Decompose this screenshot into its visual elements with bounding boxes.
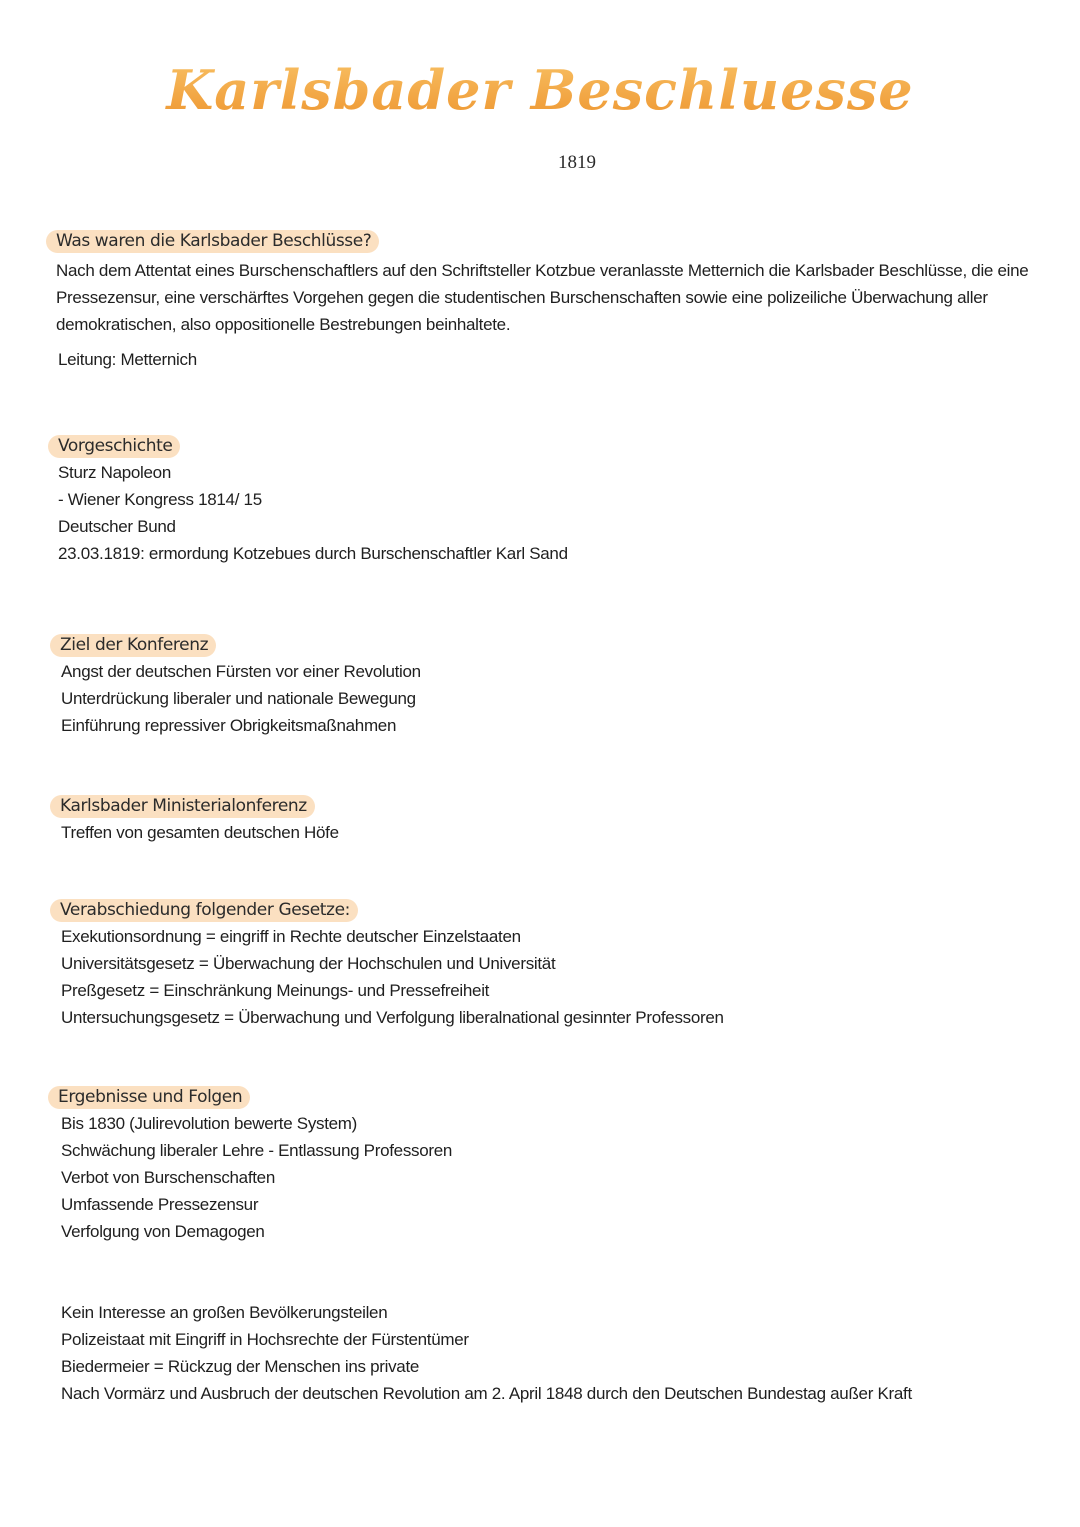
section-body — [61, 1299, 1041, 1407]
section-folgen-continued — [0, 1299, 1080, 1407]
section-body — [61, 923, 1041, 1031]
section-body — [61, 819, 1041, 846]
text-line: Untersuchungsgesetz = Überwachung und Verfolgung liberalnational gesinnter Professoren — [61, 1008, 724, 1027]
text-line: Deutscher Bund — [58, 517, 176, 536]
text-line: Preßgesetz = Einschränkung Meinungs- und Pressefreiheit — [61, 981, 490, 1000]
text-line: Biedermeier = Rückzug der Menschen ins private — [61, 1357, 420, 1376]
text-line: demokratischen, also oppositionelle Bestrebungen beinhaltete. — [56, 315, 511, 334]
text-line: Universitätsgesetz = Überwachung der Hochschulen und Universität — [61, 954, 556, 973]
page-title: Karlsbader Beschluesse — [0, 58, 1080, 122]
section-heading: Verabschiedung folgender Gesetze: — [50, 899, 358, 922]
text-line: Nach Vormärz und Ausbruch der deutschen Revolution am 2. April 1848 durch den Deutschen Bundestag außer Kraft — [61, 1384, 912, 1403]
section-ziel — [0, 634, 1080, 739]
section-heading: Ziel der Konferenz — [50, 634, 216, 657]
section-konferenz — [0, 795, 1080, 846]
text-line: Verbot von Burschenschaften — [61, 1168, 275, 1187]
section-vorgeschichte — [0, 435, 1080, 567]
text-line: 23.03.1819: ermordung Kotzebues durch Burschenschaftler Karl Sand — [58, 544, 568, 563]
year-label: 1819 — [558, 152, 596, 173]
section-ergebnisse — [0, 1086, 1080, 1245]
text-line: Umfassende Pressezensur — [61, 1195, 259, 1214]
section-body — [61, 658, 1041, 739]
text-line: Treffen von gesamten deutschen Höfe — [61, 823, 339, 842]
text-line: Nach dem Attentat eines Burschenschaftlers auf den Schriftsteller Kotzbue veranlasste Metternich die Karlsbader Beschlüsse, die eine — [56, 261, 1029, 280]
text-line: Sturz Napoleon — [58, 463, 171, 482]
section-heading: Ergebnisse und Folgen — [48, 1086, 250, 1109]
section-heading: Was waren die Karlsbader Beschlüsse? — [46, 230, 379, 253]
section-was — [0, 230, 1080, 373]
text-line: Angst der deutschen Fürsten vor einer Revolution — [61, 662, 421, 681]
section-body — [56, 257, 1036, 373]
section-body — [58, 459, 1038, 567]
text-line: Bis 1830 (Julirevolution bewerte System) — [61, 1114, 358, 1133]
text-line: Kein Interesse an großen Bevölkerungsteilen — [61, 1303, 388, 1322]
text-line: Unterdrückung liberaler und nationale Bewegung — [61, 689, 416, 708]
leitung-line: Leitung: Metternich — [58, 350, 197, 369]
text-line: - Wiener Kongress 1814/ 15 — [58, 490, 262, 509]
section-heading: Karlsbader Ministerialonferenz — [50, 795, 315, 818]
text-line: Exekutionsordnung = eingriff in Rechte deutscher Einzelstaaten — [61, 927, 521, 946]
section-body — [61, 1110, 1041, 1245]
text-line: Schwächung liberaler Lehre - Entlassung Professoren — [61, 1141, 453, 1160]
section-gesetze — [0, 899, 1080, 1031]
text-line: Einführung repressiver Obrigkeitsmaßnahmen — [61, 716, 397, 735]
section-heading: Vorgeschichte — [48, 435, 180, 458]
text-line: Polizeistaat mit Eingriff in Hochsrechte der Fürstentümer — [61, 1330, 469, 1349]
text-line: Verfolgung von Demagogen — [61, 1222, 265, 1241]
text-line: Pressezensur, eine verschärftes Vorgehen gegen die studentischen Burschenschaften sowie eine polizeiliche Überwachung aller — [56, 288, 988, 307]
